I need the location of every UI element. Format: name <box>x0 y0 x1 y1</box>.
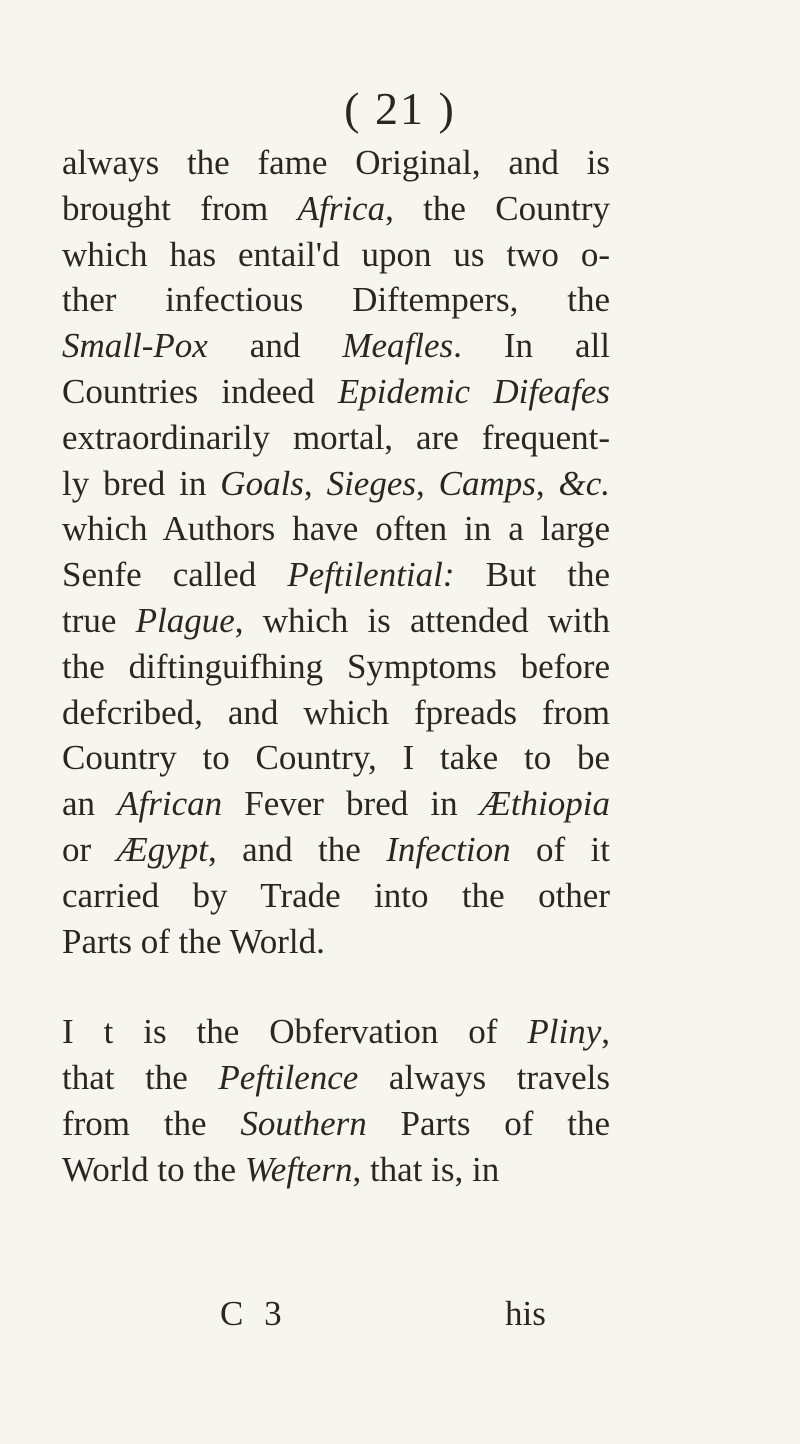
text-line <box>62 186 610 232</box>
text-run: Senfe called <box>62 555 288 595</box>
catchword: his <box>505 1294 546 1333</box>
italic-run: Ægypt <box>116 829 208 869</box>
text-run: Countries indeed <box>62 371 338 411</box>
italic-run: Meafles <box>342 326 454 366</box>
text-run: , and the <box>207 829 387 869</box>
text-run: , <box>415 463 439 503</box>
text-run: true <box>62 600 136 640</box>
italic-run: Goals <box>220 463 304 503</box>
text-run: an <box>62 784 118 824</box>
text-run: or <box>62 829 117 869</box>
text-run: always travels <box>358 1058 610 1098</box>
text-line <box>62 277 610 323</box>
text-line <box>62 1009 610 1055</box>
italic-run: Epidemic Difeafes <box>337 371 610 411</box>
text-run: and <box>207 326 343 366</box>
body-text <box>62 140 610 1193</box>
text-line <box>62 873 610 919</box>
italic-run: Æthiopia <box>479 784 610 824</box>
text-run: . In all <box>453 326 610 366</box>
italic-run: African <box>117 784 223 824</box>
italic-run: Peftilential: <box>287 555 455 595</box>
italic-run: Plague <box>135 600 235 640</box>
signature-mark: C 3 <box>220 1294 288 1333</box>
text-run: But the <box>454 555 610 595</box>
text-run: , <box>601 1012 610 1052</box>
text-run: which has entail'd upon us two o- <box>62 234 610 274</box>
page-number: ( 21 ) <box>344 83 456 134</box>
text-line <box>62 232 610 278</box>
text-run: from the <box>62 1103 241 1143</box>
text-run: that the <box>62 1058 219 1098</box>
italic-run: Peftilence <box>218 1058 359 1098</box>
text-run: the diftinguifhing Symptoms before <box>62 646 610 686</box>
text-run: brought from <box>62 188 298 228</box>
text-line <box>62 827 610 873</box>
text-line <box>62 598 610 644</box>
paragraph-2 <box>62 1009 610 1192</box>
text-line <box>62 919 610 965</box>
text-run: which Authors have often in a large <box>62 509 610 549</box>
text-run: , that is, in <box>352 1149 500 1189</box>
text-run: ly bred in <box>62 463 221 503</box>
italic-run: Sieges <box>326 463 416 503</box>
italic-run: Pliny <box>527 1012 602 1052</box>
text-run: Parts of the World. <box>62 921 325 961</box>
text-run: carried by Trade into the other <box>62 875 610 915</box>
text-run: of it <box>510 829 611 869</box>
text-run: ther infectious Diftempers, the <box>62 280 610 320</box>
text-run: , <box>535 463 559 503</box>
text-line <box>62 690 610 736</box>
italic-run: Africa <box>297 188 386 228</box>
text-line <box>62 1055 610 1101</box>
text-run: , which is attended with <box>234 600 610 640</box>
text-line <box>62 1101 610 1147</box>
text-line <box>62 506 610 552</box>
text-line <box>62 735 610 781</box>
text-line <box>62 781 610 827</box>
text-run: Fever bred in <box>222 784 480 824</box>
text-line <box>62 644 610 690</box>
italic-run: Infection <box>386 829 511 869</box>
italic-run: Southern <box>240 1103 367 1143</box>
text-line <box>62 323 610 369</box>
text-run: , <box>303 463 327 503</box>
italic-run: Small-Pox <box>62 326 208 366</box>
text-run: Parts of the <box>366 1103 610 1143</box>
text-line <box>62 1147 610 1193</box>
text-line <box>62 461 610 507</box>
paragraph-1 <box>62 140 610 964</box>
text-line <box>62 415 610 461</box>
text-line <box>62 140 610 186</box>
text-run: I t is the Obfervation of <box>62 1012 528 1052</box>
italic-run: Camps <box>438 463 536 503</box>
text-run: always the fame Original, and is <box>62 143 610 182</box>
italic-run: &c. <box>558 463 611 503</box>
text-run: defcribed, and which fpreads from <box>62 692 610 732</box>
text-run: extraordinarily mortal, are frequent- <box>62 417 610 457</box>
text-line <box>62 552 610 598</box>
text-run: World to the <box>62 1149 245 1189</box>
italic-run: Weftern <box>244 1149 353 1189</box>
text-line <box>62 369 610 415</box>
text-run: , the Country <box>385 188 610 228</box>
text-run: Country to Country, I take to be <box>62 738 610 778</box>
